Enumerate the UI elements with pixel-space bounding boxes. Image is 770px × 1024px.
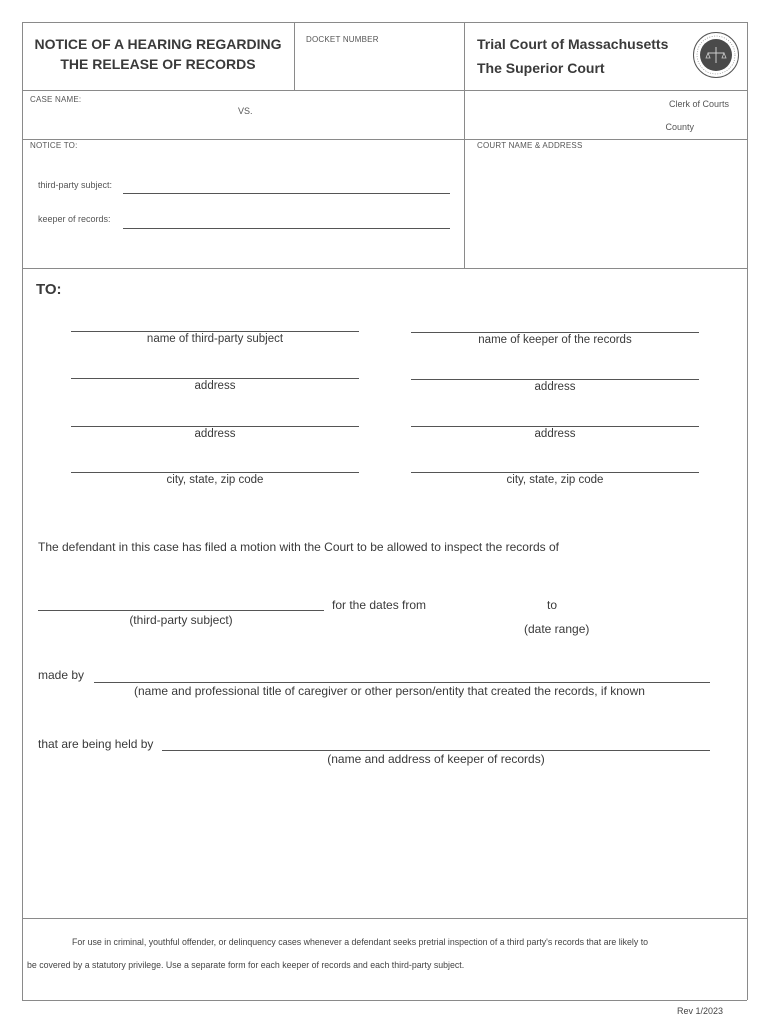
keeper-address-caption-1: address xyxy=(534,381,576,393)
date-range-caption: (date range) xyxy=(524,622,590,636)
third-party-city-line[interactable] xyxy=(71,472,359,473)
held-by-caption: (name and address of keeper of records) xyxy=(327,752,545,766)
header-divider xyxy=(22,90,747,91)
clerk-of-courts-label: Clerk of Courts xyxy=(668,99,729,109)
court-seal-icon xyxy=(693,32,739,78)
third-party-address-caption-1: address xyxy=(194,380,236,392)
footer-usage-line1: For use in criminal, youthful offender, or delinquency cases whenever a defendant seeks pretrial inspection of a third party's records that are likely to xyxy=(72,937,649,947)
county-label: County xyxy=(665,122,694,132)
form-title-line2: THE RELEASE OF RECORDS xyxy=(60,56,256,72)
motion-intro-text: The defendant in this case has filed a motion with the Court to be allowed to inspect the records of xyxy=(38,540,559,554)
made-by-caption: (name and professional title of caregiver or other person/entity that created the records, if known xyxy=(134,684,645,698)
keeper-city-line[interactable] xyxy=(411,472,699,473)
form-border-top xyxy=(22,22,747,23)
notice-court-divider xyxy=(464,139,465,268)
keeper-of-records-label: keeper of records: xyxy=(38,214,111,224)
third-party-address-line-2[interactable] xyxy=(71,426,359,427)
court-address-field[interactable] xyxy=(468,155,744,265)
keeper-city-caption: city, state, zip code xyxy=(506,474,604,486)
date-to-label: to xyxy=(547,598,558,612)
keeper-of-records-line[interactable] xyxy=(123,228,450,229)
case-row-divider xyxy=(22,139,747,140)
keeper-name-line[interactable] xyxy=(411,332,699,333)
docket-number-label: DOCKET NUMBER xyxy=(306,35,379,44)
notice-to-label: NOTICE TO: xyxy=(30,141,78,150)
revision-label: Rev 1/2023 xyxy=(676,1006,723,1016)
held-by-label: that are being held by xyxy=(38,737,154,751)
case-vs-label: VS. xyxy=(238,106,253,116)
date-from-field[interactable] xyxy=(436,595,536,613)
third-party-name-caption: name of third-party subject xyxy=(146,333,284,345)
made-by-line[interactable] xyxy=(94,682,710,683)
case-clerk-divider xyxy=(464,90,465,139)
third-party-name-line[interactable] xyxy=(71,331,359,332)
to-label: TO: xyxy=(36,281,62,298)
notice-row-divider xyxy=(22,268,747,269)
for-dates-from-label: for the dates from xyxy=(332,598,427,612)
form-border-right xyxy=(747,22,748,1000)
case-name-field[interactable] xyxy=(24,104,462,137)
held-by-line[interactable] xyxy=(162,750,710,751)
court-address-label: COURT NAME & ADDRESS xyxy=(477,141,583,150)
form-title xyxy=(22,34,294,74)
court-name: Trial Court of Massachusetts xyxy=(477,36,669,52)
third-party-city-caption: city, state, zip code xyxy=(166,474,264,486)
form-border-left xyxy=(22,22,23,1000)
title-docket-divider xyxy=(294,22,295,90)
keeper-name-caption: name of keeper of the records xyxy=(478,334,632,346)
records-subject-line[interactable] xyxy=(38,610,324,611)
third-party-subject-caption: (third-party subject) xyxy=(129,613,233,627)
date-to-field[interactable] xyxy=(562,595,682,613)
keeper-address-line-1[interactable] xyxy=(411,379,699,380)
keeper-address-caption-2: address xyxy=(534,428,576,440)
third-party-address-line-1[interactable] xyxy=(71,378,359,379)
form-title-line1: NOTICE OF A HEARING REGARDING xyxy=(34,36,282,52)
docket-court-divider xyxy=(464,22,465,90)
keeper-address-line-2[interactable] xyxy=(411,426,699,427)
footer-usage-line2: be covered by a statutory privilege. Use a separate form for each keeper of records and each third-party subject. xyxy=(27,960,465,970)
third-party-subject-line[interactable] xyxy=(123,193,450,194)
footer-divider xyxy=(22,918,747,919)
court-division: The Superior Court xyxy=(477,60,605,76)
docket-number-field[interactable] xyxy=(296,48,462,88)
case-name-label: CASE NAME: xyxy=(30,95,82,104)
made-by-label: made by xyxy=(38,668,85,682)
third-party-address-caption-2: address xyxy=(194,428,236,440)
form-border-bottom xyxy=(22,1000,747,1001)
third-party-subject-label: third-party subject: xyxy=(38,180,113,190)
county-field[interactable] xyxy=(470,115,650,135)
